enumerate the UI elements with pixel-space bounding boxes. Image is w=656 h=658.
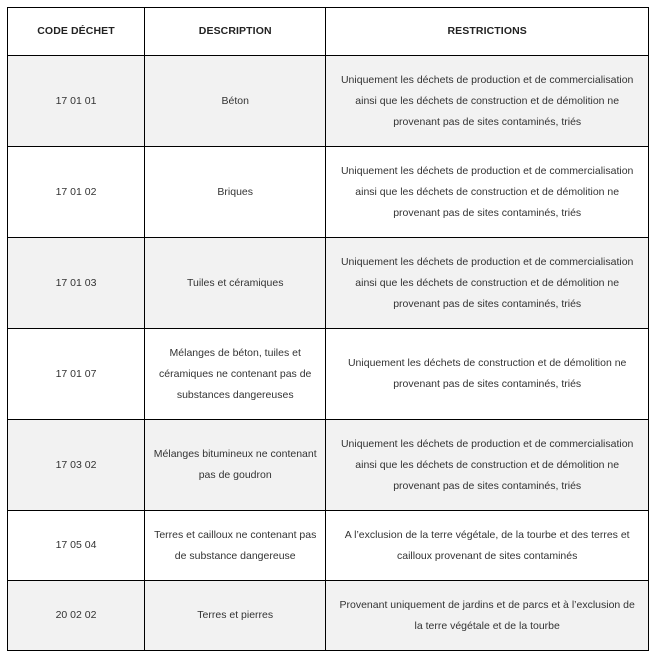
cell-restriction: Uniquement les déchets de production et de commercialisation ainsi que les déchets de construction et de démolition ne provenant pas de sites contaminés, triés bbox=[326, 420, 649, 511]
cell-description: Terres et pierres bbox=[145, 581, 326, 651]
cell-restriction: Uniquement les déchets de production et de commercialisation ainsi que les déchets de construction et de démolition ne provenant pas de sites contaminés, triés bbox=[326, 147, 649, 238]
header-description: DESCRIPTION bbox=[145, 8, 326, 56]
cell-code: 17 01 07 bbox=[8, 329, 145, 420]
cell-description: Briques bbox=[145, 147, 326, 238]
cell-restriction: Uniquement les déchets de production et de commercialisation ainsi que les déchets de construction et de démolition ne provenant pas de sites contaminés, triés bbox=[326, 238, 649, 329]
cell-code: 17 01 02 bbox=[8, 147, 145, 238]
table-row bbox=[8, 511, 649, 581]
cell-code: 17 01 03 bbox=[8, 238, 145, 329]
header-row bbox=[8, 8, 649, 56]
cell-code: 20 02 02 bbox=[8, 581, 145, 651]
cell-restriction: Provenant uniquement de jardins et de parcs et à l’exclusion de la terre végétale et de la tourbe bbox=[326, 581, 649, 651]
cell-description: Tuiles et céramiques bbox=[145, 238, 326, 329]
cell-restriction: Uniquement les déchets de construction et de démolition ne provenant pas de sites contaminés, triés bbox=[326, 329, 649, 420]
header-restrictions: RESTRICTIONS bbox=[326, 8, 649, 56]
table-row bbox=[8, 238, 649, 329]
table-row bbox=[8, 581, 649, 651]
header-code: CODE DÉCHET bbox=[8, 8, 145, 56]
cell-restriction: Uniquement les déchets de production et de commercialisation ainsi que les déchets de construction et de démolition ne provenant pas de sites contaminés, triés bbox=[326, 56, 649, 147]
cell-code: 17 01 01 bbox=[8, 56, 145, 147]
table-row bbox=[8, 420, 649, 511]
table-row bbox=[8, 56, 649, 147]
cell-code: 17 05 04 bbox=[8, 511, 145, 581]
cell-restriction: A l’exclusion de la terre végétale, de la tourbe et des terres et cailloux provenant de sites contaminés bbox=[326, 511, 649, 581]
waste-codes-table bbox=[7, 7, 649, 651]
cell-description: Mélanges bitumineux ne contenant pas de goudron bbox=[145, 420, 326, 511]
cell-code: 17 03 02 bbox=[8, 420, 145, 511]
table-row bbox=[8, 329, 649, 420]
cell-description: Terres et cailloux ne contenant pas de substance dangereuse bbox=[145, 511, 326, 581]
cell-description: Mélanges de béton, tuiles et céramiques ne contenant pas de substances dangereuses bbox=[145, 329, 326, 420]
cell-description: Béton bbox=[145, 56, 326, 147]
table-row bbox=[8, 147, 649, 238]
